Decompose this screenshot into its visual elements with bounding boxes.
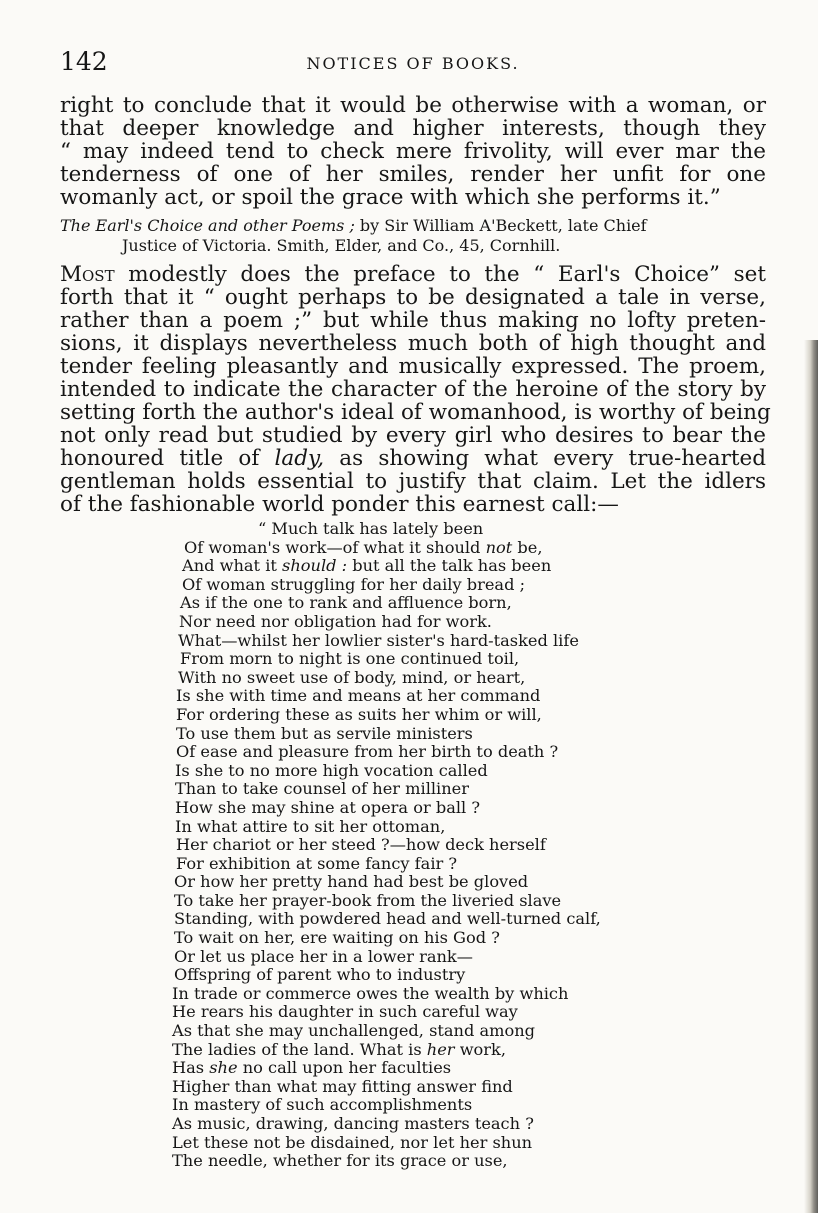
poem-line: Offspring of parent who to industry	[174, 965, 466, 985]
text-segment: Of woman's work—of what it should	[184, 537, 486, 557]
poem-line: As if the one to rank and affluence born,	[180, 593, 512, 613]
text-segment: And what it	[182, 556, 283, 576]
poem-line: As that she may unchallenged, stand among	[172, 1021, 536, 1041]
text-segment: modestly does the preface to the “ Earl's Choice” set	[114, 262, 766, 287]
text-line	[60, 447, 766, 470]
citation-line	[60, 216, 766, 236]
text-line: gentleman holds essential to justify that claim. Let the idlers	[60, 469, 766, 494]
poem-excerpt	[172, 520, 632, 1171]
text-line: not only read but studied by every girl who desires to bear the	[60, 423, 766, 448]
page-binding-shadow	[804, 340, 818, 1213]
poem-line: Is she to no more high vocation called	[175, 760, 488, 780]
drop-word: Most	[60, 262, 115, 287]
poem-line	[172, 1059, 632, 1078]
text-line: intended to indicate the character of the heroine of the story by	[60, 377, 766, 402]
text-line: of the fashionable world ponder this earnest call:—	[60, 492, 619, 517]
poem-line: What—whilst her lowlier sister's hard-tasked life	[178, 630, 579, 650]
poem-line: He rears his daughter in such careful way	[172, 1002, 518, 1022]
poem-line: For exhibition at some fancy fair ?	[176, 853, 458, 873]
book-title: The Earl's Choice and other Poems ;	[60, 216, 355, 235]
poem-line: In trade or commerce owes the wealth by which	[172, 983, 569, 1003]
poem-line: Or let us place her in a lower rank—	[174, 946, 473, 966]
poem-line: Of ease and pleasure from her birth to death ?	[176, 742, 559, 762]
poem-line: “ Much talk has lately been	[258, 519, 484, 538]
poem-line: To take her prayer-book from the liveried slave	[174, 890, 562, 910]
emphasis: she	[209, 1058, 238, 1078]
intro-paragraph	[60, 94, 766, 209]
text-segment: no call upon her faculties	[237, 1058, 452, 1078]
text-line: rather than a poem ;” but while thus making no lofty preten-	[60, 308, 766, 333]
text-segment: work,	[454, 1039, 506, 1059]
text-line: “ may indeed tend to check mere frivolity, will ever mar the	[60, 139, 766, 164]
text-line: tenderness of one of her smiles, render her unfit for one	[60, 162, 766, 187]
book-citation	[60, 216, 766, 256]
poem-line: In what attire to sit her ottoman,	[175, 816, 446, 836]
poem-line: To use them but as servile ministers	[176, 723, 473, 743]
poem-line: Higher than what may fitting answer find	[172, 1076, 513, 1096]
text-line: setting forth the author's ideal of womanhood, is worthy of being	[60, 400, 771, 425]
poem-line	[172, 539, 632, 558]
text-line: sions, it displays nevertheless much both of high thought and	[60, 331, 766, 356]
citation-publisher: Justice of Victoria. Smith, Elder, and Co., 45, Cornhill.	[122, 236, 561, 255]
text-segment: as showing what every true-hearted	[324, 446, 766, 471]
text-segment: Has	[172, 1058, 210, 1078]
emphasis: should :	[282, 556, 348, 576]
running-title: NOTICES OF BOOKS.	[306, 54, 520, 73]
poem-line: Is she with time and means at her command	[176, 686, 541, 706]
poem-line: For ordering these as suits her whim or will,	[176, 704, 542, 724]
page-header	[60, 48, 766, 80]
poem-line: Her chariot or her steed ?—how deck herself	[176, 835, 546, 855]
text-line: tender feeling pleasantly and musically expressed. The proem,	[60, 354, 766, 379]
text-line: womanly act, or spoil the grace with which she performs it.”	[60, 185, 721, 210]
text-segment: The ladies of the land. What is	[172, 1039, 427, 1059]
emphasis: not	[485, 537, 513, 557]
poem-line: With no sweet use of body, mind, or heart,	[178, 667, 526, 687]
poem-line: To wait on her, ere waiting on his God ?	[174, 928, 500, 948]
poem-line	[172, 557, 632, 576]
page-number: 142	[60, 47, 108, 76]
citation-author: by Sir William A'Beckett, late Chief	[354, 216, 647, 235]
text-line: forth that it “ ought perhaps to be designated a tale in verse,	[60, 285, 766, 310]
poem-line: How she may shine at opera or ball ?	[175, 797, 481, 817]
poem-line: Nor need nor obligation had for work.	[179, 611, 492, 631]
text-line: right to conclude that it would be otherwise with a woman, or	[60, 93, 766, 118]
text-segment: but all the talk has been	[347, 556, 552, 576]
poem-line: The needle, whether for its grace or use,	[172, 1151, 508, 1171]
text-segment: honoured title of	[60, 446, 275, 471]
text-line: that deeper knowledge and higher interests, though they	[60, 116, 766, 141]
poem-line: From morn to night is one continued toil,	[180, 649, 520, 669]
poem-line: Or how her pretty hand had best be gloved	[174, 872, 529, 892]
review-paragraph	[60, 262, 771, 517]
poem-line: Of woman struggling for her daily bread ;	[182, 574, 526, 594]
poem-line: Than to take counsel of her milliner	[175, 779, 469, 799]
text-segment: be,	[512, 537, 543, 557]
poem-line: In mastery of such accomplishments	[172, 1095, 473, 1115]
poem-line: As music, drawing, dancing masters teach ?	[172, 1114, 534, 1133]
emphasis-lady: lady,	[274, 446, 325, 471]
poem-line	[172, 1041, 632, 1060]
emphasis: her	[426, 1039, 455, 1059]
poem-line: Standing, with powdered head and well-turned calf,	[174, 909, 601, 929]
poem-line: Let these not be disdained, nor let her shun	[172, 1132, 533, 1152]
text-line	[60, 263, 766, 286]
